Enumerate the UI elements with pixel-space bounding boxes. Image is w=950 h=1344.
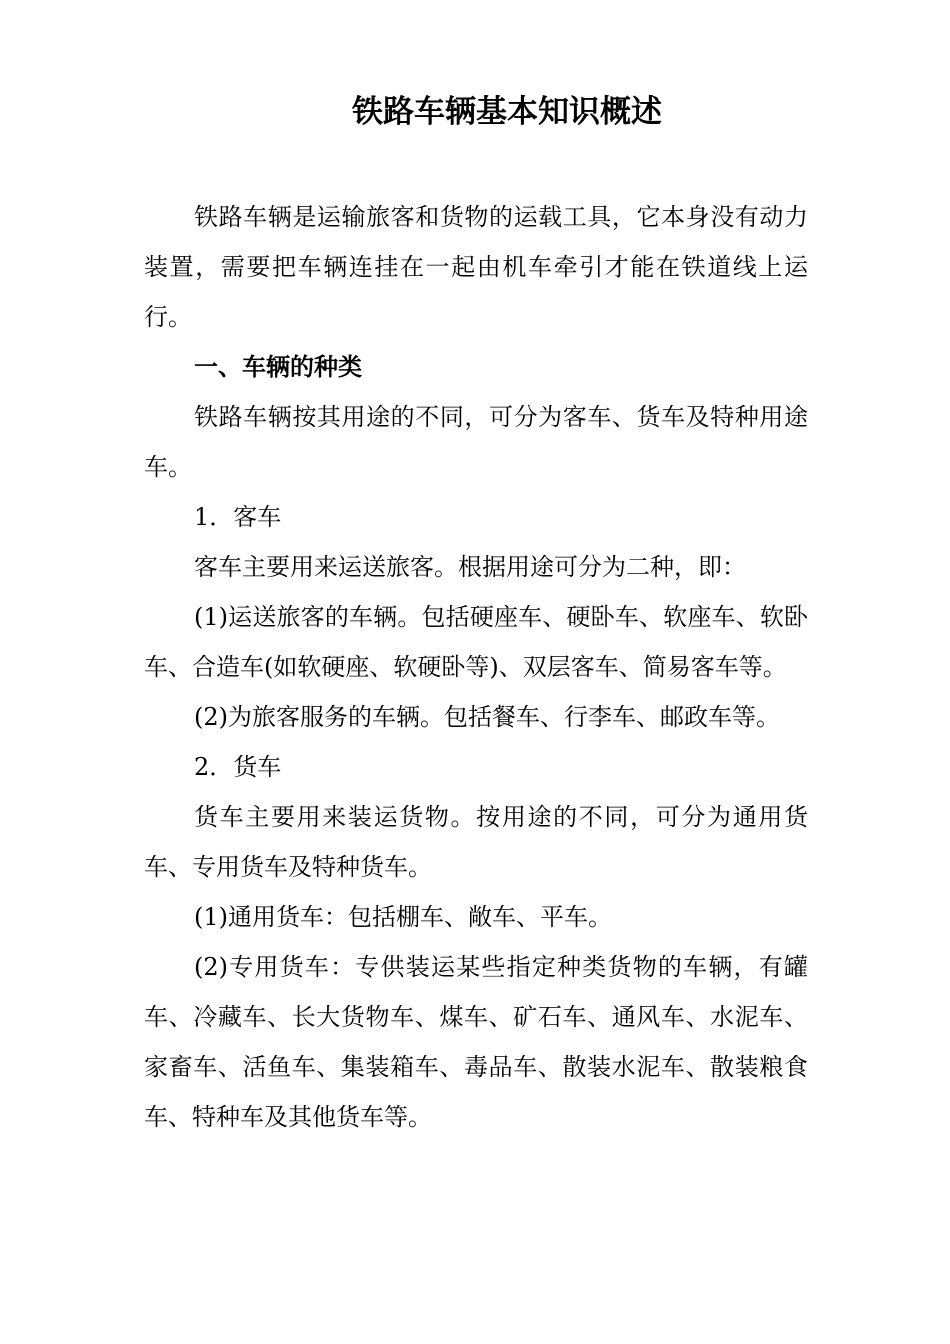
subheading-passenger-car: 1．客车 (194, 503, 282, 531)
document-body (144, 192, 808, 1142)
paragraph-vehicle-types: 铁路车辆按其用途的不同，可分为客车、货车及特种用途车。 (144, 403, 808, 481)
paragraph-freight-car-item-1: (1)通用货车：包括棚车、敞车、平车。 (194, 903, 612, 931)
subheading-freight-car: 2．货车 (194, 753, 282, 781)
paragraph-passenger-car-item-2: (2)为旅客服务的车辆。包括餐车、行李车、邮政车等。 (194, 703, 780, 731)
document-title: 铁路车辆基本知识概述 (352, 94, 662, 130)
section-heading-vehicle-types: 一、车辆的种类 (194, 352, 362, 381)
paragraph-intro: 铁路车辆是运输旅客和货物的运载工具，它本身没有动力装置，需要把车辆连挂在一起由机车牵引才能在铁道线上运行。 (144, 203, 808, 331)
paragraph-freight-car: 货车主要用来装运货物。按用途的不同，可分为通用货车、专用货车及特种货车。 (144, 803, 808, 881)
paragraph-passenger-car-item-1: (1)运送旅客的车辆。包括硬座车、硬卧车、软座车、软卧车、合造车(如软硬座、软硬卧等)、双层客车、简易客车等。 (144, 603, 808, 681)
paragraph-passenger-car: 客车主要用来运送旅客。根据用途可分为二种，即： (194, 553, 746, 581)
paragraph-freight-car-item-2: (2)专用货车：专供装运某些指定种类货物的车辆，有罐车、冷藏车、长大货物车、煤车、矿石车、通风车、水泥车、家畜车、活鱼车、集装箱车、毒品车、散装水泥车、散装粮食车、特种车及其他货车等。 (144, 953, 808, 1131)
